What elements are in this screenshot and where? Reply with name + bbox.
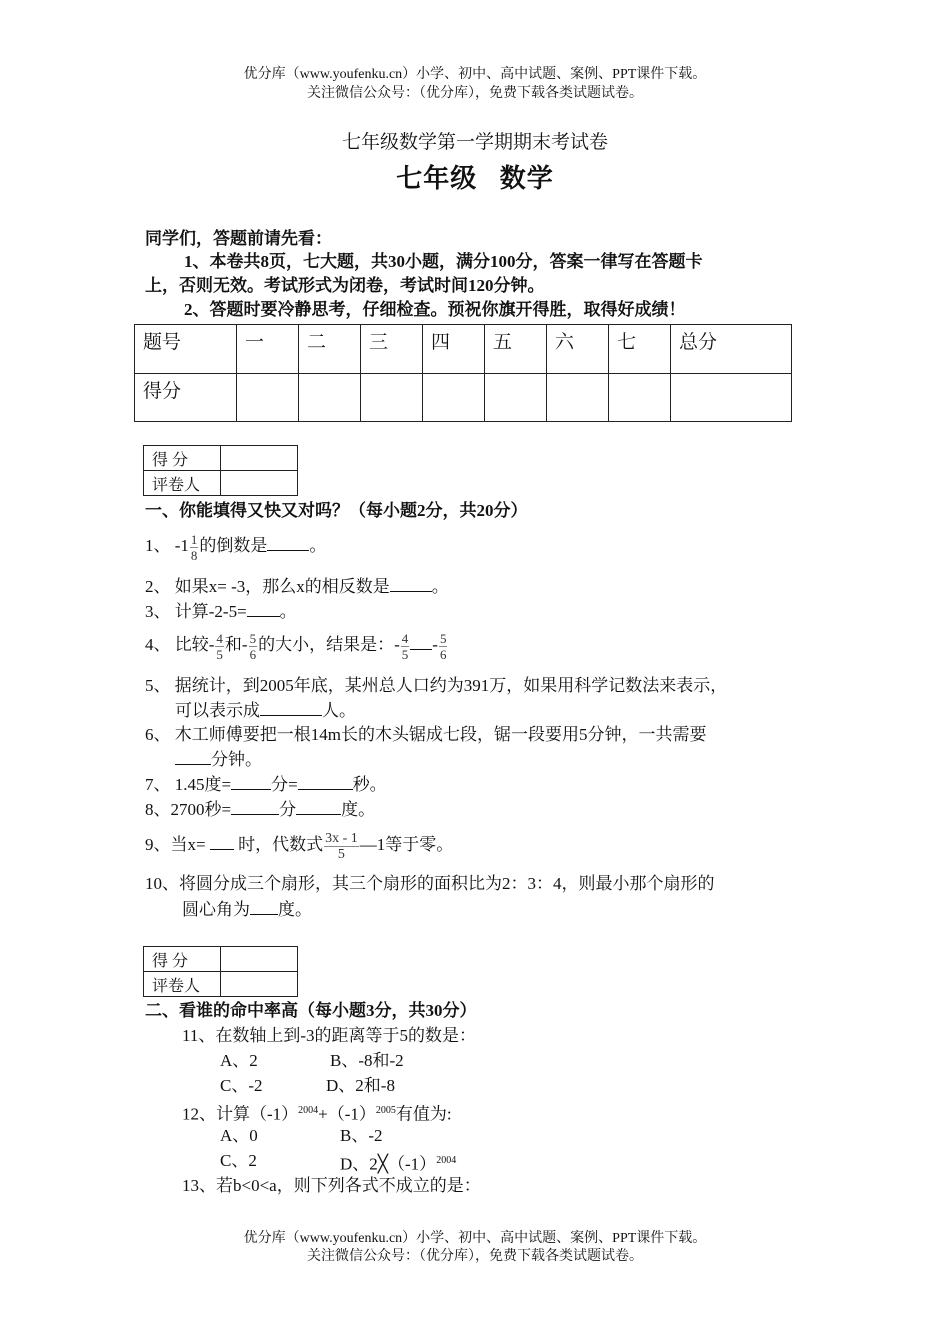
q11-option-c: C、-2 <box>220 1076 263 1095</box>
grader-score-cell[interactable] <box>221 947 298 972</box>
answer-blank[interactable] <box>175 748 211 765</box>
q9-num: 3x - 1 <box>325 830 358 846</box>
q4-f4-num: 5 <box>439 630 447 646</box>
q12-option-b: B、-2 <box>340 1126 383 1145</box>
q2-end: 。 <box>431 577 449 596</box>
question-4 <box>145 625 448 665</box>
answer-blank[interactable] <box>298 773 353 790</box>
exam-subtitle: 七年级数学第一学期期末考试卷 <box>341 132 608 153</box>
question-10a: 10、将圆分成三个扇形，其三个扇形的面积比为2：3：4，则最小那个扇形的 <box>145 874 715 893</box>
score-table <box>134 324 792 422</box>
q12-d-text: D、2╳（-1） <box>340 1154 437 1174</box>
header-line-2: 关注微信公众号：（优分库），免费下载各类试题试卷。 <box>307 86 643 101</box>
score-cell[interactable] <box>299 374 361 422</box>
q12-exponent-2: 2005 <box>375 1105 396 1116</box>
question-2 <box>145 575 449 598</box>
score-cell[interactable] <box>547 374 609 422</box>
score-table-header: 四 <box>423 325 485 374</box>
q4-prefix: 4、 比较- <box>145 635 215 654</box>
question-5a: 5、 据统计，到2005年底，某州总人口约为391万，如果用科学记数法来表示， <box>145 676 728 695</box>
q4-fraction-4 <box>439 631 448 662</box>
q3-text: 3、 计算-2-5= <box>145 602 247 621</box>
q4-fraction-1 <box>215 631 224 662</box>
answer-blank[interactable] <box>410 633 432 650</box>
grader-score-label: 得 分 <box>144 446 221 471</box>
footer-line-2: 关注微信公众号：（优分库），免费下载各类试题试卷。 <box>307 1249 643 1264</box>
q3-end: 。 <box>279 602 297 621</box>
q12-option-c: C、2 <box>220 1151 257 1170</box>
q1-prefix: 1、 -1 <box>145 536 189 555</box>
score-cell[interactable] <box>237 374 299 422</box>
q12-pre: 12、计算（-1） <box>182 1104 299 1124</box>
question-1 <box>145 528 326 564</box>
question-12 <box>182 1100 452 1126</box>
header-line-1: 优分库（www.youfenku.cn）小学、初中、高中试题、案例、PPT课件下载。 <box>243 67 707 82</box>
q6-end: 分钟。 <box>211 750 262 769</box>
q1-end: 。 <box>309 536 327 555</box>
q1-fraction <box>190 532 199 563</box>
q7-c: 秒。 <box>352 775 387 794</box>
grader-reviewer-cell[interactable] <box>221 972 298 997</box>
score-table-header: 二 <box>299 325 361 374</box>
score-table-header: 六 <box>547 325 609 374</box>
q8-a: 8、2700秒= <box>145 800 232 819</box>
footer-line-1: 优分库（www.youfenku.cn）小学、初中、高中试题、案例、PPT课件下载。 <box>243 1231 707 1246</box>
score-cell[interactable] <box>361 374 423 422</box>
q4-mid: 和- <box>224 635 248 654</box>
answer-blank[interactable] <box>296 798 341 815</box>
q7-b: 分= <box>271 775 298 794</box>
question-11: 11、在数轴上到-3的距离等于5的数是： <box>182 1026 477 1045</box>
q12-d-exponent: 2004 <box>436 1155 457 1166</box>
section-2-heading: 二、看谁的命中率高（每小题3分，共30分） <box>145 1001 477 1020</box>
q8-c: 度。 <box>341 800 376 819</box>
answer-blank[interactable] <box>231 773 271 790</box>
q12-option-d <box>340 1150 456 1176</box>
notice-heading: 同学们，答题前请先看： <box>145 229 332 248</box>
answer-blank[interactable] <box>231 798 279 815</box>
answer-blank[interactable] <box>260 699 322 716</box>
grader-box-1 <box>143 445 298 496</box>
grader-reviewer-cell[interactable] <box>221 471 298 496</box>
q4-f1-num: 4 <box>216 630 223 646</box>
q12-post: 有值为: <box>395 1104 452 1124</box>
score-table-header: 五 <box>485 325 547 374</box>
q8-b: 分 <box>279 800 297 819</box>
notice-item-2: 2、答题时要冷静思考，仔细检查。预祝你旗开得胜，取得好成绩！ <box>184 300 686 319</box>
q1-text: 的倒数是 <box>199 536 268 555</box>
notice-item-1b: 上，否则无效。考试形式为闭卷，考试时间120分钟。 <box>145 276 545 295</box>
answer-blank[interactable] <box>250 898 278 915</box>
q9-a: 9、当x= <box>145 835 210 854</box>
score-table-header: 一 <box>237 325 299 374</box>
q4-f3-den: 5 <box>401 646 409 662</box>
answer-blank[interactable] <box>210 833 234 850</box>
question-7 <box>145 773 387 796</box>
score-table-header: 总分 <box>671 325 792 374</box>
question-8 <box>145 798 375 821</box>
score-table-header: 三 <box>361 325 423 374</box>
question-3 <box>145 600 297 623</box>
q5-text: 可以表示成 <box>175 701 260 720</box>
answer-blank[interactable] <box>267 534 309 551</box>
q4-f4-den: 6 <box>439 646 447 662</box>
question-9 <box>145 825 453 865</box>
q9-c: —1等于零。 <box>359 835 454 854</box>
q4-f3-num: 4 <box>401 630 409 646</box>
question-13: 13、若b<0<a，则下列各式不成立的是： <box>182 1176 481 1195</box>
q9-b: 时，代数式 <box>233 835 324 854</box>
q12-option-a: A、0 <box>220 1126 258 1145</box>
q4-f2-den: 6 <box>249 646 257 662</box>
grader-score-label: 得 分 <box>144 947 221 972</box>
score-cell[interactable] <box>671 374 792 422</box>
question-5b <box>175 699 356 722</box>
q9-fraction <box>324 831 359 862</box>
score-table-header: 题号 <box>135 325 237 374</box>
section-1-heading: 一、你能填得又快又对吗？（每小题2分，共20分） <box>145 501 528 520</box>
q11-option-d: D、2和-8 <box>326 1076 395 1095</box>
q4-fraction-3 <box>401 631 410 662</box>
score-row-label: 得分 <box>135 374 237 422</box>
q1-denominator: 8 <box>190 547 198 563</box>
q1-numerator: 1 <box>190 531 198 547</box>
score-cell[interactable] <box>423 374 485 422</box>
answer-blank[interactable] <box>247 600 280 617</box>
q11-option-a: A、2 <box>220 1051 258 1070</box>
q12-mid: +（-1） <box>318 1104 376 1124</box>
notice-item-1a: 1、本卷共8页，七大题，共30小题，满分100分，答案一律写在答题卡 <box>184 252 703 271</box>
q7-a: 7、 1.45度= <box>145 775 232 794</box>
question-6a: 6、 木工师傅要把一根14m长的木头锯成七段，锯一段要用5分钟，一共需要 <box>145 725 707 744</box>
q4-text: 的大小，结果是：- <box>258 635 400 654</box>
answer-blank[interactable] <box>390 575 432 592</box>
q4-dash: - <box>432 635 438 654</box>
q5-end: 人。 <box>322 701 356 720</box>
exam-title: 七年级 数学 <box>396 164 554 193</box>
score-cell[interactable] <box>485 374 547 422</box>
q12-exponent-1: 2004 <box>298 1105 319 1116</box>
score-table-header: 七 <box>609 325 671 374</box>
grader-box-2 <box>143 946 298 997</box>
grader-score-cell[interactable] <box>221 446 298 471</box>
q2-text: 2、 如果x= -3，那么x的相反数是 <box>145 577 390 596</box>
grader-reviewer-label: 评卷人 <box>144 972 221 997</box>
q9-den: 5 <box>337 846 345 862</box>
q4-fraction-2 <box>249 631 258 662</box>
q10-end: 度。 <box>278 900 312 919</box>
question-6b <box>175 748 262 771</box>
q11-option-b: B、-8和-2 <box>330 1051 404 1070</box>
score-cell[interactable] <box>609 374 671 422</box>
q10-text: 圆心角为 <box>182 900 250 919</box>
q4-f2-num: 5 <box>249 630 257 646</box>
q4-f1-den: 5 <box>216 646 223 662</box>
grader-reviewer-label: 评卷人 <box>144 471 221 496</box>
question-10b <box>182 898 312 921</box>
